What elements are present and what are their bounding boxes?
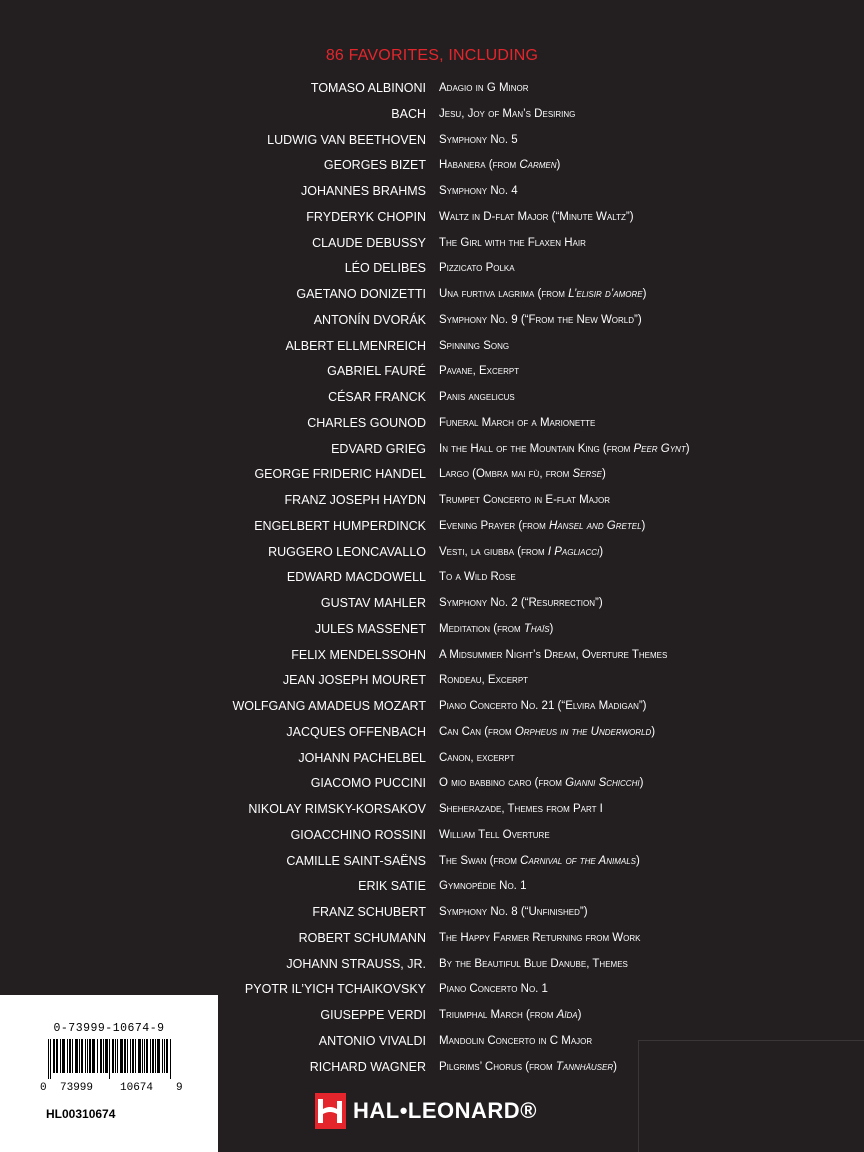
- publisher-logo: [315, 1093, 575, 1129]
- work-title: Thaïs: [523, 622, 550, 635]
- barcode-bar: [138, 1039, 139, 1073]
- composer-name: ENGELBERT HUMPERDINCK: [254, 518, 426, 533]
- hal-leonard-logo-icon: [315, 1093, 346, 1129]
- piece-text: Rondeau, Excerpt: [439, 674, 529, 687]
- list-heading: 86 FAVORITES, INCLUDING: [325, 47, 539, 64]
- barcode-bar: [122, 1039, 123, 1073]
- barcode-bar: [159, 1039, 160, 1073]
- list-item: [0, 541, 864, 567]
- barcode-bar: [81, 1039, 82, 1073]
- barcode-bar: [82, 1039, 83, 1073]
- composer-name: ROBERT SCHUMANN: [298, 930, 426, 945]
- piece-title: [439, 468, 606, 480]
- piece-title: [439, 314, 642, 326]
- piece-tail: ): [599, 545, 604, 558]
- composer-name: CHARLES GOUNOD: [307, 415, 426, 430]
- composer-name: JACQUES OFFENBACH: [286, 724, 426, 739]
- work-title: Carmen: [519, 159, 557, 172]
- barcode-bar: [144, 1039, 145, 1073]
- barcode-bar: [113, 1039, 114, 1073]
- piece-text: A Midsummer Night’s Dream, Overture Themes: [439, 648, 668, 661]
- barcode-panel: [0, 995, 218, 1152]
- barcode-bar: [158, 1039, 159, 1073]
- barcode-bar: [115, 1039, 116, 1073]
- composer-name: GABRIEL FAURÉ: [327, 364, 426, 379]
- barcode-bar: [57, 1039, 58, 1073]
- barcode-bar: [56, 1039, 57, 1073]
- piece-title: [439, 777, 643, 789]
- piece-tail: ): [549, 622, 554, 635]
- barcode-bar: [132, 1039, 133, 1073]
- list-item: [0, 721, 864, 747]
- list-item: [0, 772, 864, 798]
- list-item: [0, 77, 864, 103]
- barcode-bar: [140, 1039, 141, 1073]
- composer-name: JULES MASSENET: [314, 621, 426, 636]
- barcode-icon: [48, 1039, 172, 1079]
- piece-title: [439, 546, 603, 558]
- list-item: [0, 438, 864, 464]
- barcode-bar: [127, 1039, 128, 1073]
- piece-title: [439, 108, 575, 120]
- piece-text: Meditation (from: [439, 622, 521, 635]
- composer-name: FELIX MENDELSSOHN: [291, 647, 426, 662]
- piece-title: [439, 700, 647, 712]
- piece-tail: ): [613, 1060, 617, 1073]
- list-item: [0, 669, 864, 695]
- piece-title: [439, 983, 548, 995]
- barcode-bar: [76, 1039, 77, 1073]
- piece-text: Vesti, la giubba (from: [439, 545, 545, 558]
- piece-tail: ): [635, 854, 640, 867]
- barcode-bar: [77, 1039, 78, 1073]
- composer-name: FRANZ JOSEPH HAYDN: [284, 493, 426, 507]
- composer-name: PYOTR IL’YICH TCHAIKOVSKY: [244, 982, 426, 997]
- piece-tail: ): [577, 1009, 582, 1021]
- piece-text: Largo (Ombra mai fù, from: [439, 468, 570, 481]
- work-title: Aïda: [556, 1009, 578, 1021]
- barcode-bar: [112, 1039, 113, 1073]
- list-item: [0, 463, 864, 489]
- composer-name: GUSTAV MAHLER: [320, 596, 426, 610]
- piece-title: [439, 674, 528, 686]
- barcode-bar: [100, 1039, 101, 1073]
- piece-text: Habanera (from: [439, 159, 517, 172]
- piece-title: [439, 649, 667, 661]
- barcode-bar: [90, 1039, 91, 1073]
- list-item: [0, 206, 864, 232]
- piece-title: [439, 365, 519, 377]
- product-code: HL00310674: [46, 1107, 116, 1121]
- barcode-bar: [85, 1039, 86, 1073]
- barcode-bar: [155, 1039, 156, 1073]
- piece-text: Spinning Song: [439, 339, 510, 352]
- upc-digit-last: 9: [176, 1082, 183, 1094]
- list-item: [0, 747, 864, 773]
- work-title: Carnival of the Animals: [520, 854, 636, 867]
- piece-title: [439, 237, 586, 249]
- composer-name: GIOACCHINO ROSSINI: [290, 827, 426, 842]
- piece-text: Gymnopédie No. 1: [439, 880, 527, 893]
- barcode-bar: [130, 1039, 131, 1073]
- barcode-bar: [135, 1039, 136, 1073]
- piece-text: Jesu, Joy of Man’s Desiring: [439, 107, 576, 120]
- piece-text: Can Can (from: [439, 725, 512, 738]
- piece-title: [439, 417, 595, 429]
- piece-text: Symphony No. 8 (“Unfinished”): [439, 906, 588, 918]
- piece-tail: ): [642, 288, 647, 300]
- piece-title: [439, 906, 588, 918]
- piece-title: [439, 803, 603, 815]
- list-item: [0, 850, 864, 876]
- piece-text: Sheherazade, Themes from Part I: [439, 803, 603, 815]
- composer-name: RICHARD WAGNER: [309, 1059, 426, 1074]
- piece-tail: ): [641, 519, 646, 532]
- piece-title: [439, 185, 518, 197]
- list-item: [0, 154, 864, 180]
- contents-list: [0, 77, 864, 1081]
- barcode-bar: [103, 1039, 104, 1073]
- list-item: [0, 566, 864, 592]
- barcode-bar: [79, 1039, 80, 1073]
- work-title: Hansel and Gretel: [548, 519, 642, 532]
- piece-tail: ): [601, 468, 606, 481]
- piece-text: Panis angelicus: [439, 391, 515, 403]
- barcode-bar: [92, 1039, 93, 1073]
- barcode-bar: [139, 1039, 140, 1073]
- composer-name: CLAUDE DEBUSSY: [312, 235, 426, 250]
- composer-name: EDWARD MACDOWELL: [286, 570, 426, 585]
- barcode-bar: [117, 1039, 118, 1073]
- piece-title: [439, 134, 518, 146]
- piece-title: [439, 288, 646, 300]
- piece-text: Piano Concerto No. 1: [439, 983, 548, 996]
- barcode-bar: [105, 1039, 106, 1073]
- piece-title: [439, 597, 603, 609]
- composer-name: GAETANO DONIZETTI: [296, 287, 426, 301]
- piece-title: [439, 932, 641, 944]
- barcode-bar: [62, 1039, 63, 1073]
- piece-text: Piano Concerto No. 21 (“Elvira Madigan”): [439, 700, 647, 712]
- piece-title: [439, 391, 515, 403]
- piece-text: Symphony No. 9 (“From the New World”): [439, 313, 642, 326]
- barcode-bar: [107, 1039, 108, 1073]
- piece-text: Evening Prayer (from: [439, 519, 546, 532]
- list-item: [0, 695, 864, 721]
- piece-text: Adagio in G Minor: [439, 82, 529, 94]
- barcode-bar: [63, 1039, 64, 1073]
- list-item: [0, 644, 864, 670]
- barcode-bar: [69, 1039, 70, 1073]
- composer-name: GEORGE FRIDERIC HANDEL: [254, 467, 426, 482]
- barcode-bar: [167, 1039, 168, 1073]
- list-item: [0, 103, 864, 129]
- piece-title: [439, 958, 628, 970]
- piece-title: [439, 571, 516, 583]
- piece-title: [439, 880, 526, 892]
- piece-text: Symphony No. 4: [439, 185, 518, 197]
- piece-title: [439, 494, 610, 506]
- piece-text: Trumpet Concerto in E-flat Major: [439, 494, 610, 506]
- composer-name: FRYDERYK CHOPIN: [306, 209, 426, 224]
- composer-name: EDVARD GRIEG: [331, 441, 426, 456]
- work-title: L’elisir d’amore: [568, 288, 643, 300]
- composer-name: JOHANNES BRAHMS: [300, 184, 426, 198]
- list-item: [0, 283, 864, 309]
- piece-title: [439, 752, 515, 764]
- list-item: [0, 927, 864, 953]
- piece-title: [439, 726, 655, 738]
- barcode-bar: [150, 1039, 151, 1073]
- barcode-bar: [94, 1039, 95, 1073]
- corner-frame: [638, 1040, 864, 1152]
- upc-digit-left: 73999: [60, 1082, 94, 1094]
- piece-text: The Swan (from: [439, 854, 517, 867]
- piece-title: [439, 623, 553, 635]
- composer-name: RUGGERO LEONCAVALLO: [268, 544, 426, 559]
- composer-name: GIACOMO PUCCINI: [310, 776, 426, 791]
- composer-name: JOHANN STRAUSS, JR.: [286, 956, 426, 971]
- piece-tail: ): [639, 777, 644, 790]
- composer-name: FRANZ SCHUBERT: [312, 905, 426, 919]
- work-title: Peer Gynt: [633, 442, 686, 455]
- piece-text: Waltz in D-flat Major (“Minute Waltz”): [439, 210, 634, 223]
- composer-name: ANTONIO VIVALDI: [318, 1033, 426, 1048]
- barcode-bar: [53, 1039, 54, 1073]
- composer-name: JEAN JOSEPH MOURET: [282, 673, 426, 688]
- publisher-name: HAL•LEONARD®: [353, 1098, 537, 1123]
- upc-digit-first: 0: [40, 1082, 47, 1094]
- barcode-bar: [48, 1039, 49, 1079]
- list-item: [0, 618, 864, 644]
- piece-tail: ): [685, 442, 690, 455]
- piece-text: Pizzicato Polka: [439, 262, 515, 275]
- barcode-bar: [64, 1039, 65, 1073]
- list-item: [0, 953, 864, 979]
- barcode-bar: [97, 1039, 98, 1073]
- list-item: [0, 129, 864, 155]
- list-item: [0, 592, 864, 618]
- list-item: [0, 515, 864, 541]
- piece-title: [439, 262, 515, 274]
- barcode-bar: [67, 1039, 68, 1073]
- barcode-bar: [152, 1039, 153, 1073]
- piece-text: To a Wild Rose: [439, 571, 516, 584]
- list-item: [0, 180, 864, 206]
- composer-name: CÉSAR FRANCK: [328, 390, 426, 404]
- composer-name: TOMASO ALBINONI: [310, 81, 426, 95]
- piece-text: O mio babbino caro (from: [439, 777, 562, 790]
- piece-text: The Happy Farmer Returning from Work: [439, 931, 641, 944]
- piece-text: Pavane, Excerpt: [439, 365, 520, 378]
- upc-digit-right: 10674: [120, 1082, 154, 1094]
- barcode-bar: [125, 1039, 126, 1073]
- list-item: [0, 309, 864, 335]
- barcode-bar: [50, 1039, 51, 1079]
- piece-text: In the Hall of the Mountain King (from: [439, 442, 631, 455]
- barcode-bar: [89, 1039, 90, 1073]
- list-item: [0, 875, 864, 901]
- piece-text: By the Beautiful Blue Danube, Themes: [439, 957, 628, 970]
- barcode-bar: [146, 1039, 147, 1073]
- barcode-bar: [147, 1039, 148, 1073]
- work-title: I Pagliacci: [547, 545, 600, 558]
- work-title: Orpheus in the Underworld: [514, 725, 652, 738]
- piece-tail: ): [556, 159, 561, 172]
- composer-name: BACH: [391, 106, 426, 121]
- work-title: Gianni Schicchi: [565, 777, 640, 790]
- list-item: [0, 360, 864, 386]
- barcode-bar: [87, 1039, 88, 1073]
- barcode-bar: [120, 1039, 121, 1073]
- piece-text: Funeral March of a Marionette: [439, 416, 596, 429]
- barcode-bar: [106, 1039, 107, 1073]
- barcode-bar: [101, 1039, 102, 1073]
- piece-title: [439, 1009, 581, 1021]
- work-title: Tannhäuser: [555, 1060, 614, 1073]
- piece-text: Triumphal March (from: [439, 1009, 554, 1021]
- barcode-bar: [124, 1039, 125, 1073]
- piece-title: [439, 82, 529, 94]
- piece-title: [439, 855, 640, 867]
- composer-name: WOLFGANG AMADEUS MOZART: [232, 699, 426, 713]
- piece-text: Symphony No. 5: [439, 133, 518, 146]
- composer-name: ALBERT ELLMENREICH: [285, 338, 426, 353]
- barcode-bar: [70, 1039, 71, 1073]
- barcode-bar: [72, 1039, 73, 1073]
- list-item: [0, 257, 864, 283]
- piece-text: Pilgrims’ Chorus (from: [439, 1060, 553, 1073]
- barcode-bar: [121, 1039, 122, 1073]
- list-item: [0, 232, 864, 258]
- barcode-bar: [157, 1039, 158, 1073]
- composer-name: CAMILLE SAINT-SAËNS: [286, 853, 426, 868]
- barcode-bar: [170, 1039, 171, 1079]
- list-item: [0, 412, 864, 438]
- piece-title: [439, 520, 645, 532]
- piece-title: [439, 443, 690, 455]
- piece-text: Una furtiva lagrima (from: [439, 288, 565, 300]
- list-item: [0, 335, 864, 361]
- piece-title: [439, 211, 634, 223]
- piece-title: [439, 1035, 592, 1047]
- list-item: [0, 489, 864, 515]
- list-item: [0, 386, 864, 412]
- piece-title: [439, 1061, 617, 1073]
- list-item: [0, 901, 864, 927]
- barcode-bar: [166, 1039, 167, 1073]
- piece-text: Symphony No. 2 (“Resurrection”): [439, 597, 603, 609]
- composer-name: ERIK SATIE: [358, 879, 426, 894]
- barcode-bar: [109, 1039, 110, 1079]
- barcode-bar: [60, 1039, 61, 1073]
- piece-text: The Girl with the Flaxen Hair: [439, 236, 586, 249]
- composer-name: NIKOLAY RIMSKY-KORSAKOV: [248, 802, 426, 816]
- composer-name: ANTONÍN DVORÁK: [313, 312, 426, 327]
- barcode-bar: [142, 1039, 143, 1073]
- list-item: [0, 824, 864, 850]
- piece-title: [439, 340, 509, 352]
- piece-text: Mandolin Concerto in C Major: [439, 1034, 593, 1047]
- barcode-bar: [153, 1039, 154, 1073]
- piece-text: Canon, excerpt: [439, 751, 515, 764]
- upc-number: 0-73999-10674-9: [53, 1022, 165, 1035]
- composer-name: JOHANN PACHELBEL: [298, 750, 426, 765]
- barcode-bar: [133, 1039, 134, 1073]
- barcode-bar: [164, 1039, 165, 1073]
- work-title: Serse: [572, 468, 602, 481]
- composer-name: LÉO DELIBES: [344, 261, 426, 276]
- piece-title: [439, 829, 550, 841]
- barcode-bar: [93, 1039, 94, 1073]
- piece-text: William Tell Overture: [439, 828, 550, 841]
- list-item: [0, 798, 864, 824]
- composer-name: LUDWIG VAN BEETHOVEN: [267, 132, 426, 147]
- piece-tail: ): [651, 725, 656, 738]
- piece-title: [439, 159, 560, 171]
- composer-name: GIUSEPPE VERDI: [320, 1008, 426, 1022]
- barcode-bar: [162, 1039, 163, 1073]
- composer-name: GEORGES BIZET: [323, 158, 426, 173]
- barcode-bar: [75, 1039, 76, 1073]
- barcode-bar: [54, 1039, 55, 1073]
